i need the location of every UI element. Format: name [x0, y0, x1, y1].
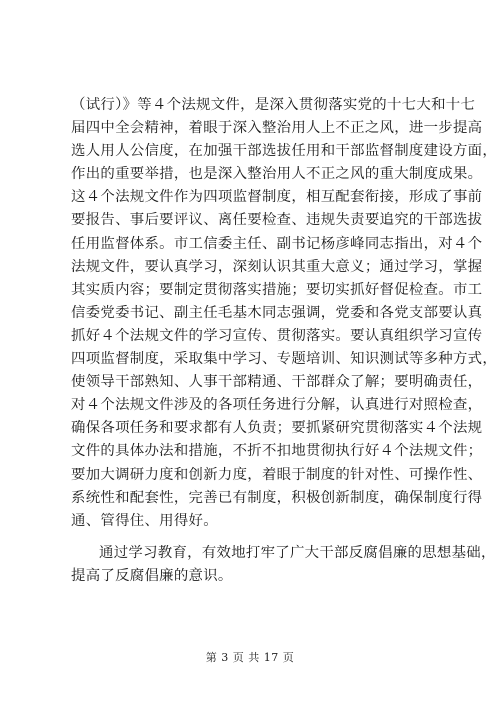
text-line: 文件的具体办法和措施，不折不扣地贯彻执行好４个法规文件； [71, 443, 483, 460]
text-line: 抓好４个法规文件的学习宣传、贯彻落实。要认真组织学习宣传 [71, 327, 483, 344]
text-line: 通、管得住、用得好。 [71, 512, 218, 529]
text-line: 选人用人公信度，在加强干部选拔任用和干部监督制度建设方面， [71, 143, 498, 160]
paragraph-1 [71, 94, 498, 533]
paragraph-spacer [71, 533, 433, 542]
text-line: （试行）》等４个法规文件，是深入贯彻落实党的十七大和十七 [71, 97, 476, 113]
text-line: 信委党委书记、副主任毛基木同志强调，党委和各党支部要认真 [71, 304, 483, 321]
text-line: 要加大调研力度和创新力度，着眼于制度的针对性、可操作性、 [71, 466, 483, 483]
text-line: 这４个法规文件作为四项监督制度，相互配套衔接，形成了事前 [71, 189, 483, 206]
paragraph-2 [71, 542, 496, 588]
text-line: 提高了反腐倡廉的意识。 [71, 567, 233, 584]
text-line: 确保各项任务和要求都有人负责；要抓紧研究贯彻落实４个法规 [71, 420, 483, 437]
text-line: 要报告、事后要评议、离任要检查、违规失责要追究的干部选拔 [71, 212, 483, 229]
text-line: 使领导干部熟知、人事干部精通、干部群众了解；要明确责任， [71, 374, 483, 391]
text-line: 系统性和配套性，完善已有制度，积极创新制度，确保制度行得 [71, 489, 483, 506]
document-body [71, 94, 498, 588]
text-line: 届四中全会精神，着眼于深入整治用人上不正之风，进一步提高 [71, 120, 483, 137]
text-line: 作出的重要举措，也是深入整治用人不正之风的重大制度成果。 [71, 166, 483, 183]
page-number-footer: 第 3 页 共 17 页 [205, 651, 295, 664]
text-line: 其实质内容；要制定贯彻落实措施；要切实抓好督促检查。市工 [71, 281, 483, 298]
text-line: 对４个法规文件涉及的各项任务进行分解，认真进行对照检查， [71, 397, 483, 414]
text-line: 任用监督体系。市工信委主任、副书记杨彦峰同志指出，对４个 [71, 235, 483, 252]
text-line: 通过学习教育，有效地打牢了广大干部反腐倡廉的思想基础， [99, 544, 496, 561]
text-line: 法规文件，要认真学习，深刻认识其重大意义；通过学习，掌握 [71, 258, 483, 275]
text-line: 四项监督制度，采取集中学习、专题培训、知识测试等多种方式， [71, 351, 498, 368]
